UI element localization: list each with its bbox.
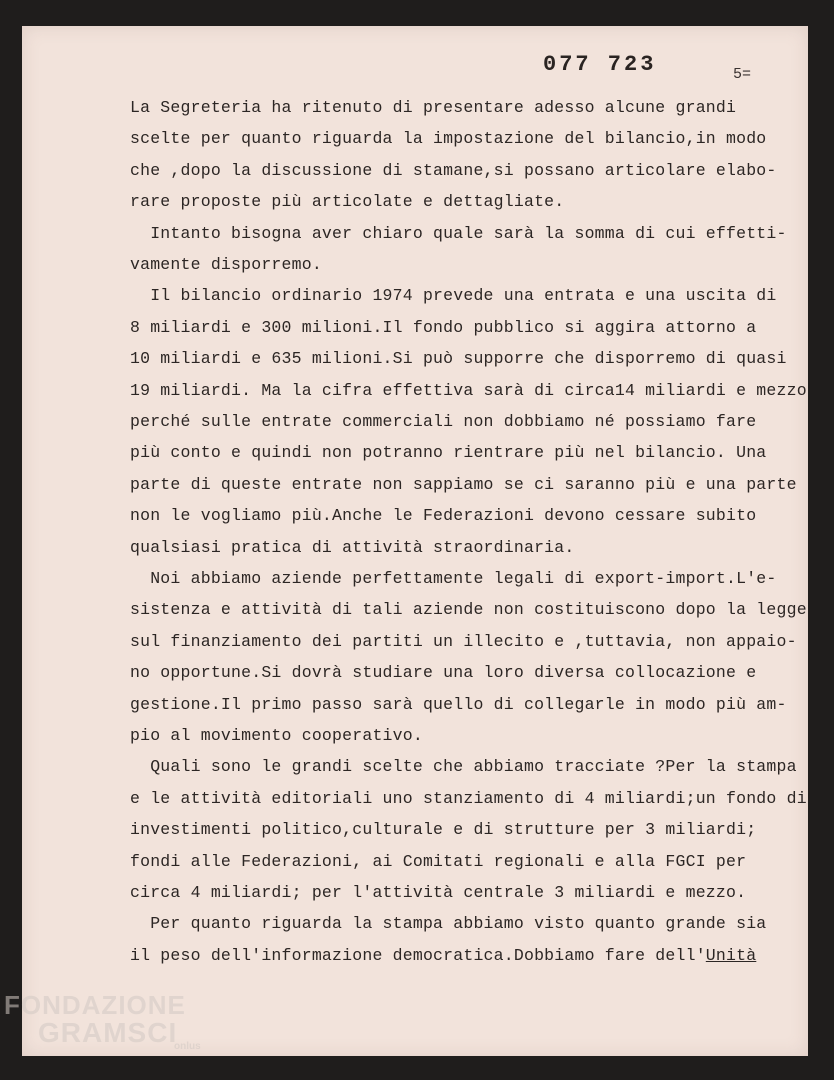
text-line: La Segreteria ha ritenuto di presentare adesso alcune grandi [130, 98, 737, 117]
text-line: più conto e quindi non potranno rientrare più nel bilancio. Una [130, 443, 767, 463]
text-line: fondi alle Federazioni, ai Comitati regionali e alla FGCI per [130, 851, 747, 871]
text-line: parte di queste entrate non sappiamo se ci saranno più e una parte [130, 474, 797, 494]
text-line: Il bilancio ordinario 1974 prevede una entrata e una uscita di [130, 286, 777, 306]
watermark-line-2: GRAMSCI [38, 1017, 178, 1048]
text-line: Noi abbiamo aziende perfettamente legali di export-import.L'e- [130, 569, 777, 588]
text-line: sul finanziamento dei partiti un illecito e ,tuttavia, non appaio- [130, 631, 797, 651]
text-line: e le attività editoriali uno stanziamento di 4 miliardi;un fondo di [130, 788, 807, 808]
text-line: il peso dell'informazione democratica.Dobbiamo fare dell'Unità [130, 945, 757, 965]
text-line: 19 miliardi. Ma la cifra effettiva sarà di circa14 miliardi e mezzo [130, 380, 807, 400]
fondazione-gramsci-watermark [4, 990, 201, 1052]
text-line: qualsiasi pratica di attività straordinaria. [130, 537, 575, 557]
text-line: 8 miliardi e 300 milioni.Il fondo pubblico si aggira attorno a [130, 317, 757, 337]
text-line: 10 miliardi e 635 milioni.Si può supporre che disporremo di quasi [130, 349, 787, 369]
text-line: circa 4 miliardi; per l'attività centrale 3 miliardi e mezzo. [130, 883, 747, 902]
watermark-line-1: FONDAZIONE [4, 990, 186, 1020]
text-line: che ,dopo la discussione di stamane,si possano articolare elabo- [130, 160, 777, 180]
text-line: investimenti politico,culturale e di strutture per 3 miliardi; [130, 820, 757, 840]
underlined-word: Unità [705, 945, 757, 965]
text-line: Quali sono le grandi scelte che abbiamo tracciate ?Per la stampa [130, 757, 797, 777]
document-number: 077 723 [543, 52, 657, 77]
page-mark: 5= [733, 66, 752, 83]
text-line: rare proposte più articolate e dettagliate. [130, 192, 565, 212]
watermark-line-3: onlus [174, 1041, 201, 1052]
text-line: pio al movimento cooperativo. [130, 726, 423, 745]
text-line: gestione.Il primo passo sarà quello di collegarle in modo più am- [130, 694, 787, 714]
text-line: perché sulle entrate commerciali non dobbiamo né possiamo fare [130, 412, 757, 431]
text-line: Intanto bisogna aver chiaro quale sarà la somma di cui effetti- [130, 223, 787, 243]
text-line: vamente disporremo. [130, 255, 322, 274]
text-line: sistenza e attività di tali aziende non costituiscono dopo la legge [130, 600, 807, 620]
text-line: Per quanto riguarda la stampa abbiamo visto quanto grande sia [130, 914, 767, 934]
text-line: scelte per quanto riguarda la impostazione del bilancio,in modo [130, 129, 767, 149]
text-line: no opportune.Si dovrà studiare una loro diversa collocazione e [130, 663, 757, 683]
text-line: non le vogliamo più.Anche le Federazioni devono cessare subito [130, 506, 757, 526]
